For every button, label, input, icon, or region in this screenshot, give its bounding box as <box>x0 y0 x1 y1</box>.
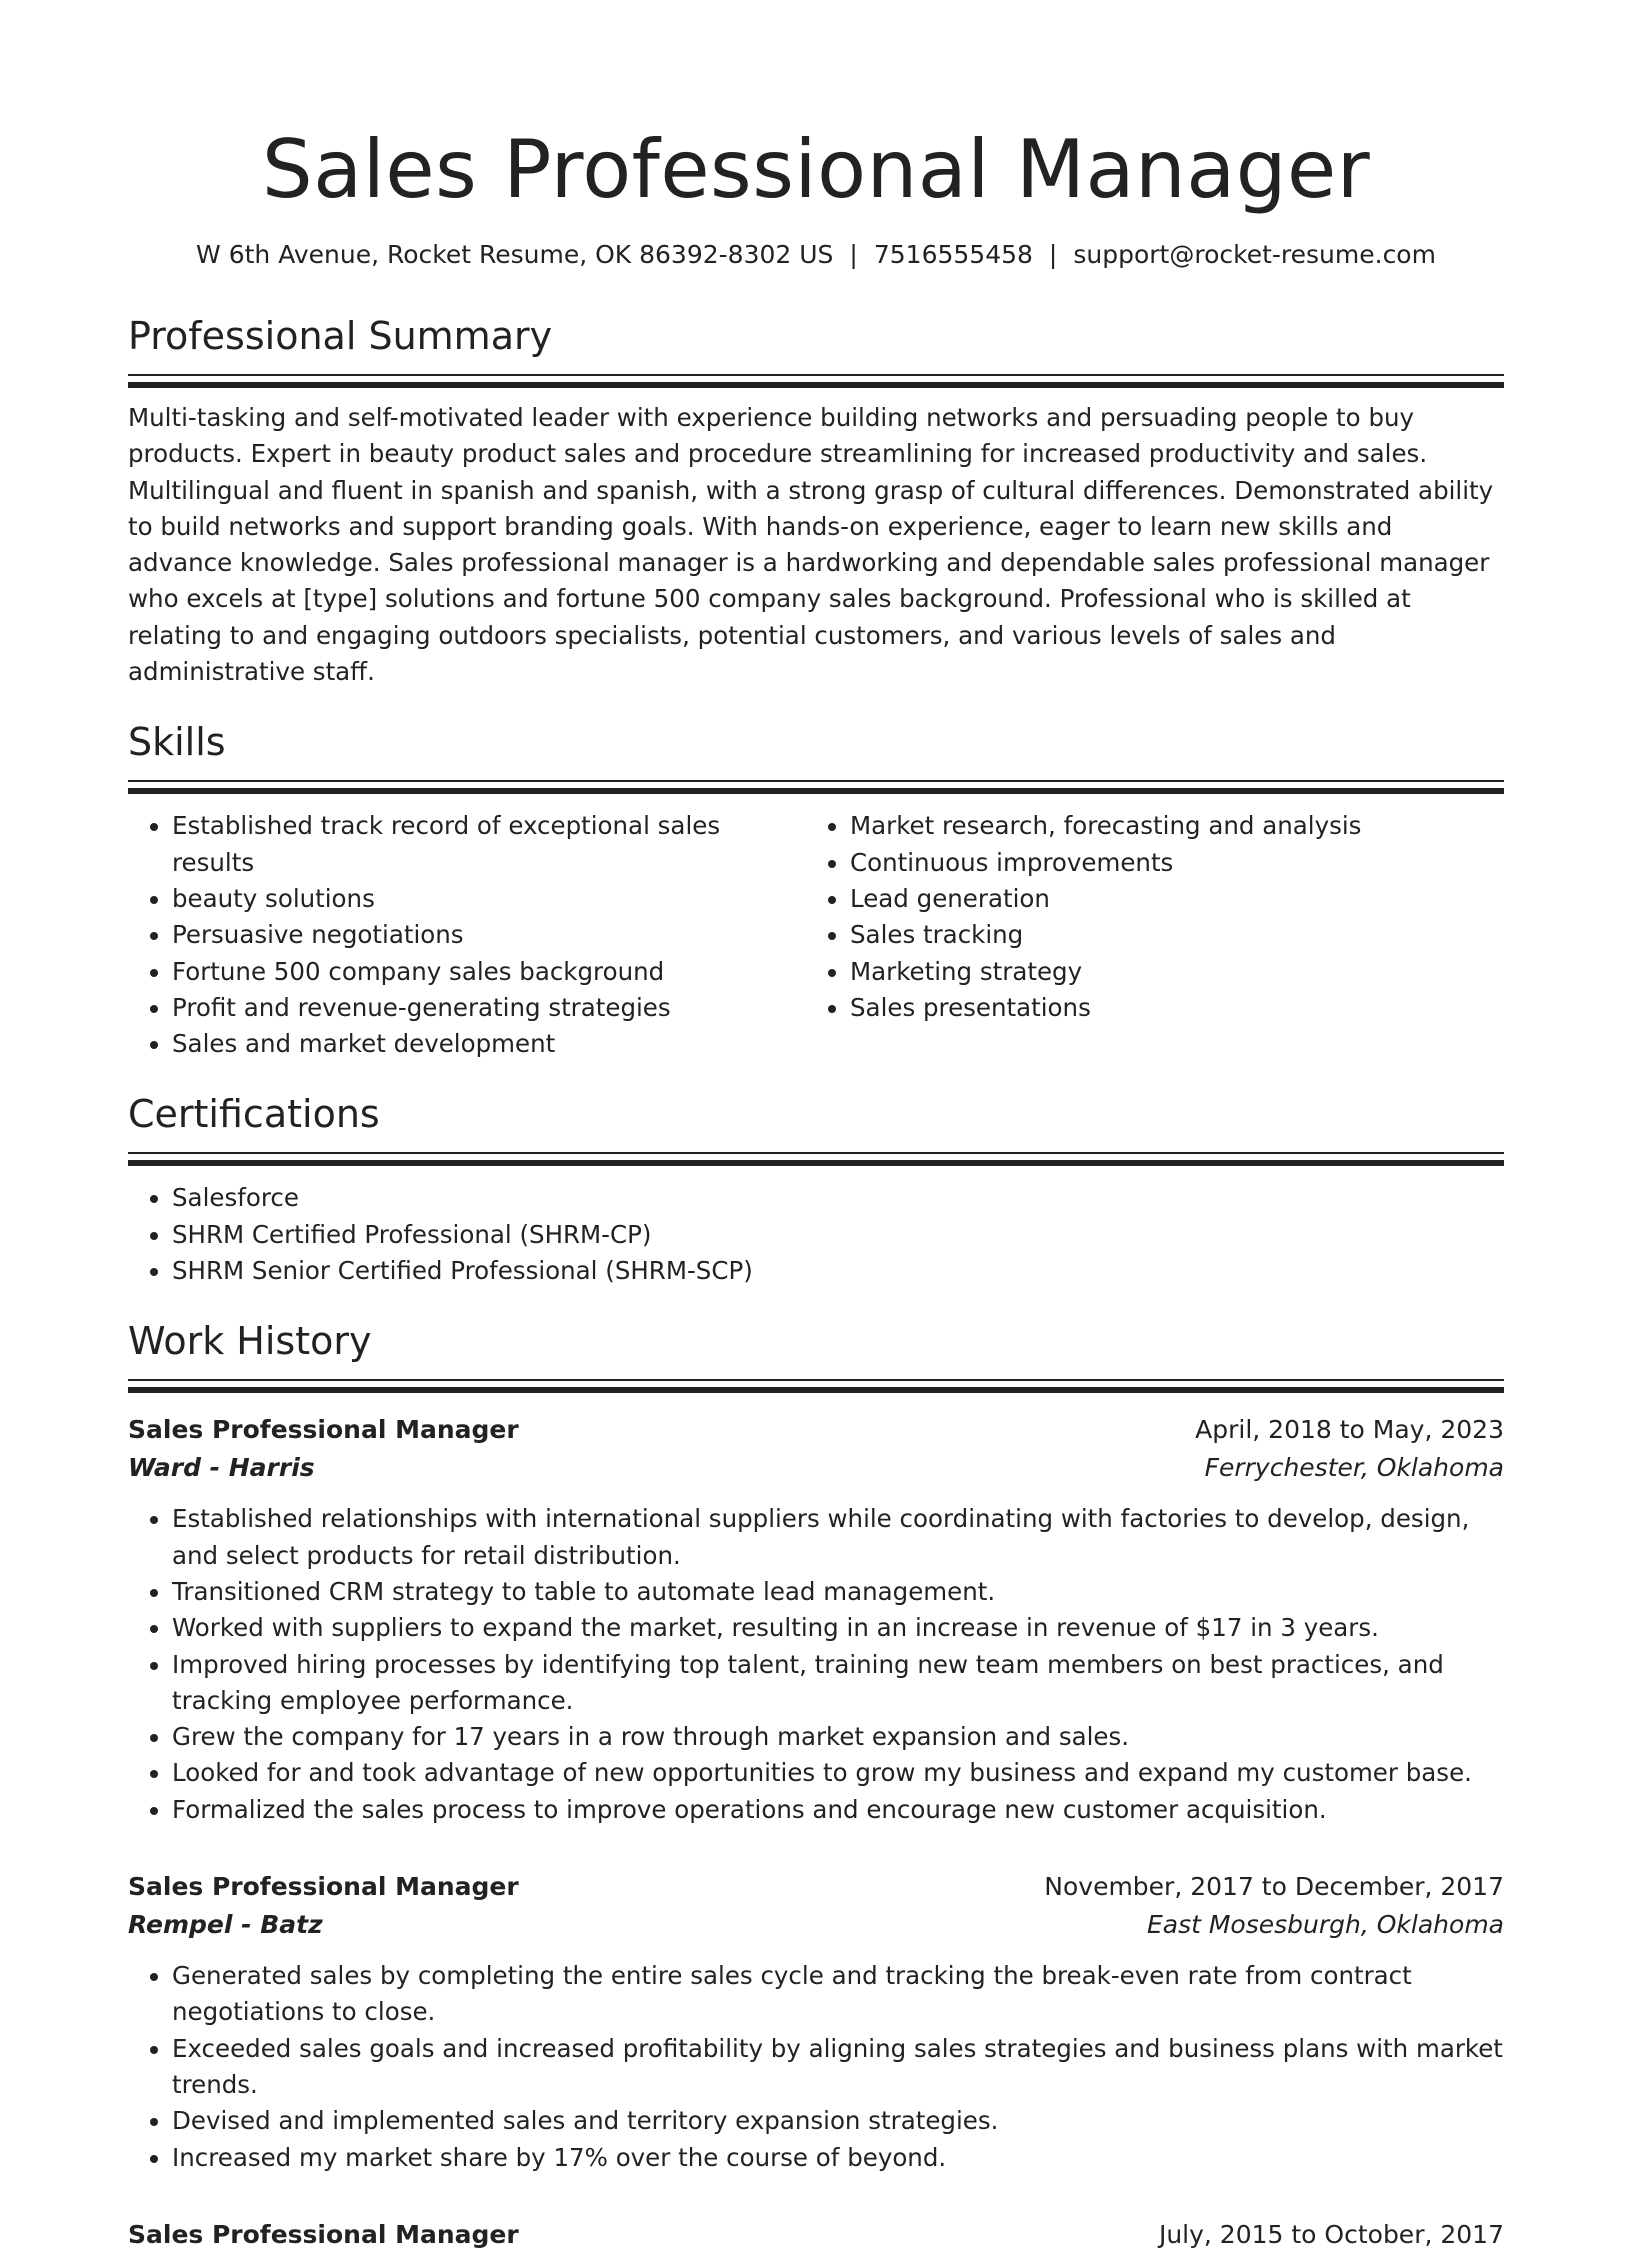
job-bullet: • Improved hiring processes by identifying top talent, training new team members on best practices, and tracking employee performance. <box>172 1647 1504 1720</box>
job-entry <box>128 1411 1504 1828</box>
section-divider <box>128 374 1504 376</box>
resume-name: Sales Professional Manager <box>261 123 1371 216</box>
resume-content <box>128 0 1504 2254</box>
contact-phone: 7516555458 <box>873 240 1033 269</box>
section-title-summary: Professional Summary <box>128 314 553 358</box>
work-history-section <box>128 1317 1504 2253</box>
skill-item: • Profit and revenue-generating strategies <box>172 990 806 1026</box>
section-divider <box>128 780 1504 782</box>
job-entry <box>128 1868 1504 2176</box>
skills-column-left <box>128 808 806 1062</box>
job-entry <box>128 2216 1504 2254</box>
contact-separator: | <box>1048 240 1058 269</box>
skills-grid <box>128 808 1504 1062</box>
job-header-row <box>128 1868 1504 1906</box>
skill-item: • Marketing strategy <box>850 954 1484 990</box>
skill-item: • Sales presentations <box>850 990 1484 1026</box>
skill-item: • Persuasive negotiations <box>172 917 806 953</box>
job-dates: November, 2017 to December, 2017 <box>1044 1872 1504 1902</box>
skill-item: • Fortune 500 company sales background <box>172 954 806 990</box>
job-company: Rempel - Batz <box>128 1910 323 1940</box>
job-bullet: • Worked with suppliers to expand the market, resulting in an increase in revenue of $17 in 3 years. <box>172 1610 1504 1646</box>
section-divider-thick <box>128 1160 1504 1166</box>
contact-address: W 6th Avenue, Rocket Resume, OK 86392-8302 US <box>196 240 834 269</box>
certifications-list-wrap <box>128 1180 1504 1289</box>
skills-list-left <box>128 808 806 1062</box>
job-subheader-row <box>128 1906 1504 1944</box>
job-dates: April, 2018 to May, 2023 <box>1195 1415 1504 1445</box>
skills-column-right <box>806 808 1484 1062</box>
section-divider-thick <box>128 382 1504 388</box>
summary-section <box>128 312 1504 690</box>
job-company: Ward - Harris <box>128 1453 315 1483</box>
skill-item: • beauty solutions <box>172 881 806 917</box>
job-bullets <box>128 1501 1504 1828</box>
job-bullet: • Generated sales by completing the entire sales cycle and tracking the break-even rate from contract negotiations to close. <box>172 1958 1504 2031</box>
job-bullet: • Looked for and took advantage of new opportunities to grow my business and expand my customer base. <box>172 1755 1504 1791</box>
certifications-section <box>128 1090 1504 1289</box>
job-subheader-row <box>128 1449 1504 1487</box>
skills-list-right <box>806 808 1484 1026</box>
certifications-list <box>128 1180 1504 1289</box>
job-title: Sales Professional Manager <box>128 2219 519 2249</box>
certification-item: • Salesforce <box>172 1180 1504 1216</box>
job-location: East Mosesburgh, Oklahoma <box>1146 1910 1504 1940</box>
section-divider-thick <box>128 1387 1504 1393</box>
job-bullet: • Exceeded sales goals and increased profitability by aligning sales strategies and business plans with market trends. <box>172 2031 1504 2104</box>
section-divider-thick <box>128 788 1504 794</box>
skill-item: • Market research, forecasting and analysis <box>850 808 1484 844</box>
section-title-certifications: Certifications <box>128 1092 380 1137</box>
job-header-row <box>128 2216 1504 2254</box>
contact-email: support@rocket-resume.com <box>1073 240 1436 269</box>
contact-line <box>128 238 1504 272</box>
job-bullet: • Transitioned CRM strategy to table to automate lead management. <box>172 1574 1504 1610</box>
job-bullet: • Formalized the sales process to improve operations and encourage new customer acquisition. <box>172 1792 1504 1828</box>
job-header-row <box>128 1411 1504 1449</box>
section-divider <box>128 1379 1504 1381</box>
skill-item: • Continuous improvements <box>850 845 1484 881</box>
contact-separator: | <box>849 240 858 269</box>
certification-item: • SHRM Certified Professional (SHRM-CP) <box>172 1217 1504 1253</box>
certification-item: • SHRM Senior Certified Professional (SHRM-SCP) <box>172 1253 1504 1289</box>
job-location: Ferrychester, Oklahoma <box>1204 1453 1504 1483</box>
summary-text: Multi-tasking and self-motivated leader with experience building networks and persuading people to buy products. Expert in beauty product sales and procedure streamlining for increased productivity and sales. Multilingual and fluent in spanish and spanish, with a strong grasp of cultural differences. Demonstrated ability to build networks and support branding goals. With hands-on experience, eager to learn new skills and advance knowledge. Sales professional manager is a hardworking and dependable sales professional manager who excels at [type] solutions and fortune 500 company sales background. Professional who is skilled at relating to and engaging outdoors specialists, potential customers, and various levels of sales and administrative staff. <box>128 403 1494 687</box>
section-divider <box>128 1152 1504 1154</box>
job-title: Sales Professional Manager <box>128 1872 519 1902</box>
skill-item: • Sales and market development <box>172 1026 806 1062</box>
job-bullet: • Established relationships with international suppliers while coordinating with factories to develop, design, and select products for retail distribution. <box>172 1501 1504 1574</box>
section-title-work-history: Work History <box>128 1319 372 1364</box>
job-dates: July, 2015 to October, 2017 <box>1158 2219 1504 2249</box>
job-bullet: • Grew the company for 17 years in a row through market expansion and sales. <box>172 1719 1504 1755</box>
job-bullets <box>128 1958 1504 2176</box>
job-bullet: • Devised and implemented sales and territory expansion strategies. <box>172 2103 1504 2139</box>
skills-section <box>128 718 1504 1062</box>
job-bullet: • Increased my market share by 17% over the course of beyond. <box>172 2140 1504 2176</box>
job-title: Sales Professional Manager <box>128 1415 519 1445</box>
skill-item: • Lead generation <box>850 881 1484 917</box>
skill-item: • Established track record of exceptional sales results <box>172 808 806 881</box>
section-title-skills: Skills <box>128 720 226 765</box>
skill-item: • Sales tracking <box>850 917 1484 953</box>
